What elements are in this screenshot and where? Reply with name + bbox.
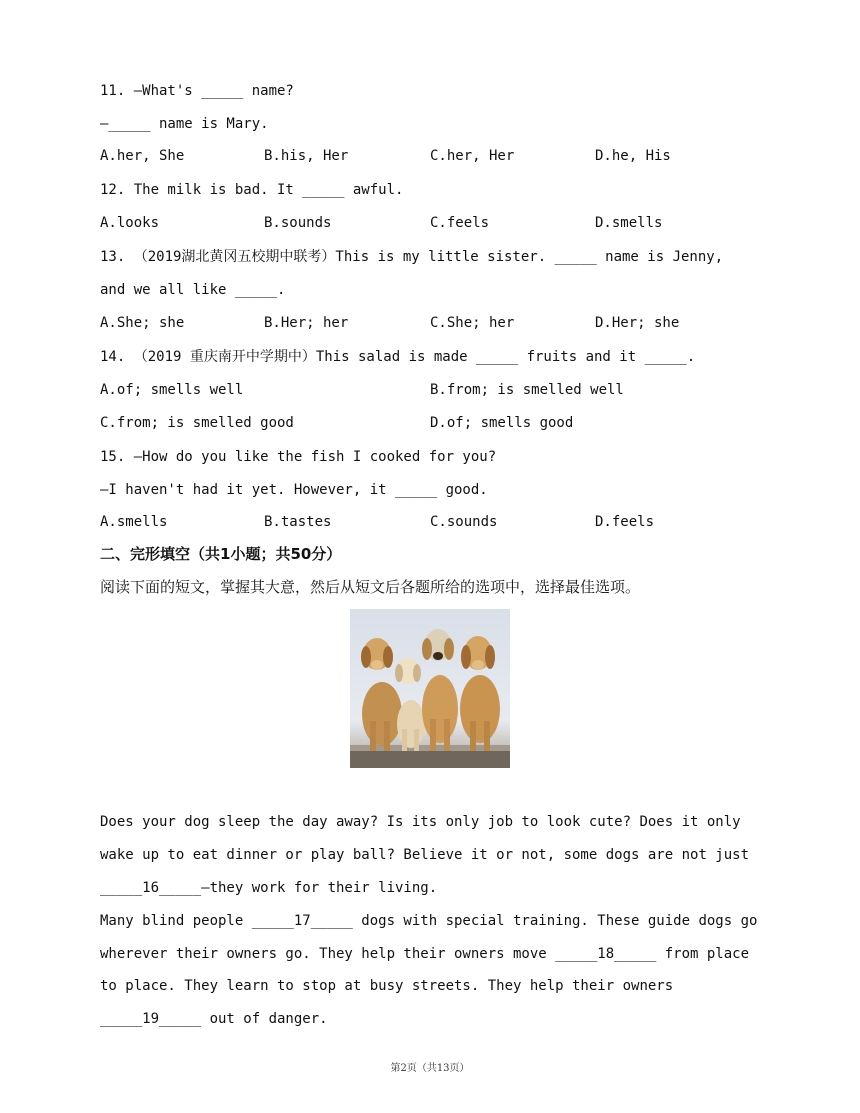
- q13-option-a: A.She; she: [100, 315, 185, 331]
- q11-stem: 11. —What's _____ name?: [100, 83, 294, 99]
- q15-option-a: A.smells: [100, 514, 168, 530]
- q15-option-c: C.sounds: [430, 514, 498, 530]
- q11-option-a: A.her, She: [100, 148, 185, 164]
- passage-line-6: to place. They learn to stop at busy streets. They help their owners: [100, 978, 674, 994]
- section-instruction: 阅读下面的短文，掌握其大意，然后从短文后各题所给的选项中，选择最佳选项。: [100, 578, 641, 596]
- q14-option-d: D.of; smells good: [430, 415, 574, 431]
- q13-stem-cont: and we all like _____.: [100, 282, 286, 298]
- q11-option-c: C.her, Her: [430, 148, 515, 164]
- passage-line-5: wherever their owners go. They help their owners move _____18_____ from place: [100, 946, 750, 962]
- passage-line-4: Many blind people _____17_____ dogs with special training. These guide dogs go: [100, 913, 758, 929]
- dogs-photo: [350, 609, 510, 768]
- q13-option-c: C.She; her: [430, 315, 515, 331]
- q12-option-d: D.smells: [595, 215, 663, 231]
- q13-stem: 13. （2019湖北黄冈五校期中联考）This is my little sister. _____ name is Jenny,: [100, 249, 724, 265]
- q14-stem: 14. （2019 重庆南开中学期中）This salad is made _____ fruits and it _____.: [100, 349, 696, 365]
- q15-option-d: D.feels: [595, 514, 655, 530]
- q11-reply: —_____ name is Mary.: [100, 116, 269, 132]
- section-heading: 二、完形填空（共1小题；共50分）: [100, 545, 342, 563]
- dog-1: [361, 638, 402, 751]
- q14-option-c: C.from; is smelled good: [100, 415, 294, 431]
- q12-stem: 12. The milk is bad. It _____ awful.: [100, 182, 404, 198]
- page-footer: 第2页（共13页）: [390, 1063, 470, 1074]
- dog-4: [460, 636, 500, 751]
- q12-option-a: A.looks: [100, 215, 160, 231]
- q14-option-a: A.of; smells well: [100, 382, 244, 398]
- q15-reply: —I haven't had it yet. However, it _____ good.: [100, 482, 488, 498]
- q11-option-b: B.his, Her: [264, 148, 349, 164]
- q11-option-d: D.he, His: [595, 148, 671, 164]
- q12-option-b: B.sounds: [264, 215, 332, 231]
- q13-option-d: D.Her; she: [595, 315, 680, 331]
- q14-option-b: B.from; is smelled well: [430, 382, 624, 398]
- q13-option-b: B.Her; her: [264, 315, 349, 331]
- dog-3: [422, 629, 458, 751]
- q12-option-c: C.feels: [430, 215, 490, 231]
- passage-line-2: wake up to eat dinner or play ball? Believe it or not, some dogs are not just: [100, 847, 750, 863]
- q15-option-b: B.tastes: [264, 514, 332, 530]
- passage-line-7: _____19_____ out of danger.: [100, 1011, 328, 1027]
- passage-line-3: _____16_____—they work for their living.: [100, 880, 438, 896]
- passage-line-1: Does your dog sleep the day away? Is its only job to look cute? Does it only: [100, 814, 741, 830]
- q15-stem: 15. —How do you like the fish I cooked for you?: [100, 449, 497, 465]
